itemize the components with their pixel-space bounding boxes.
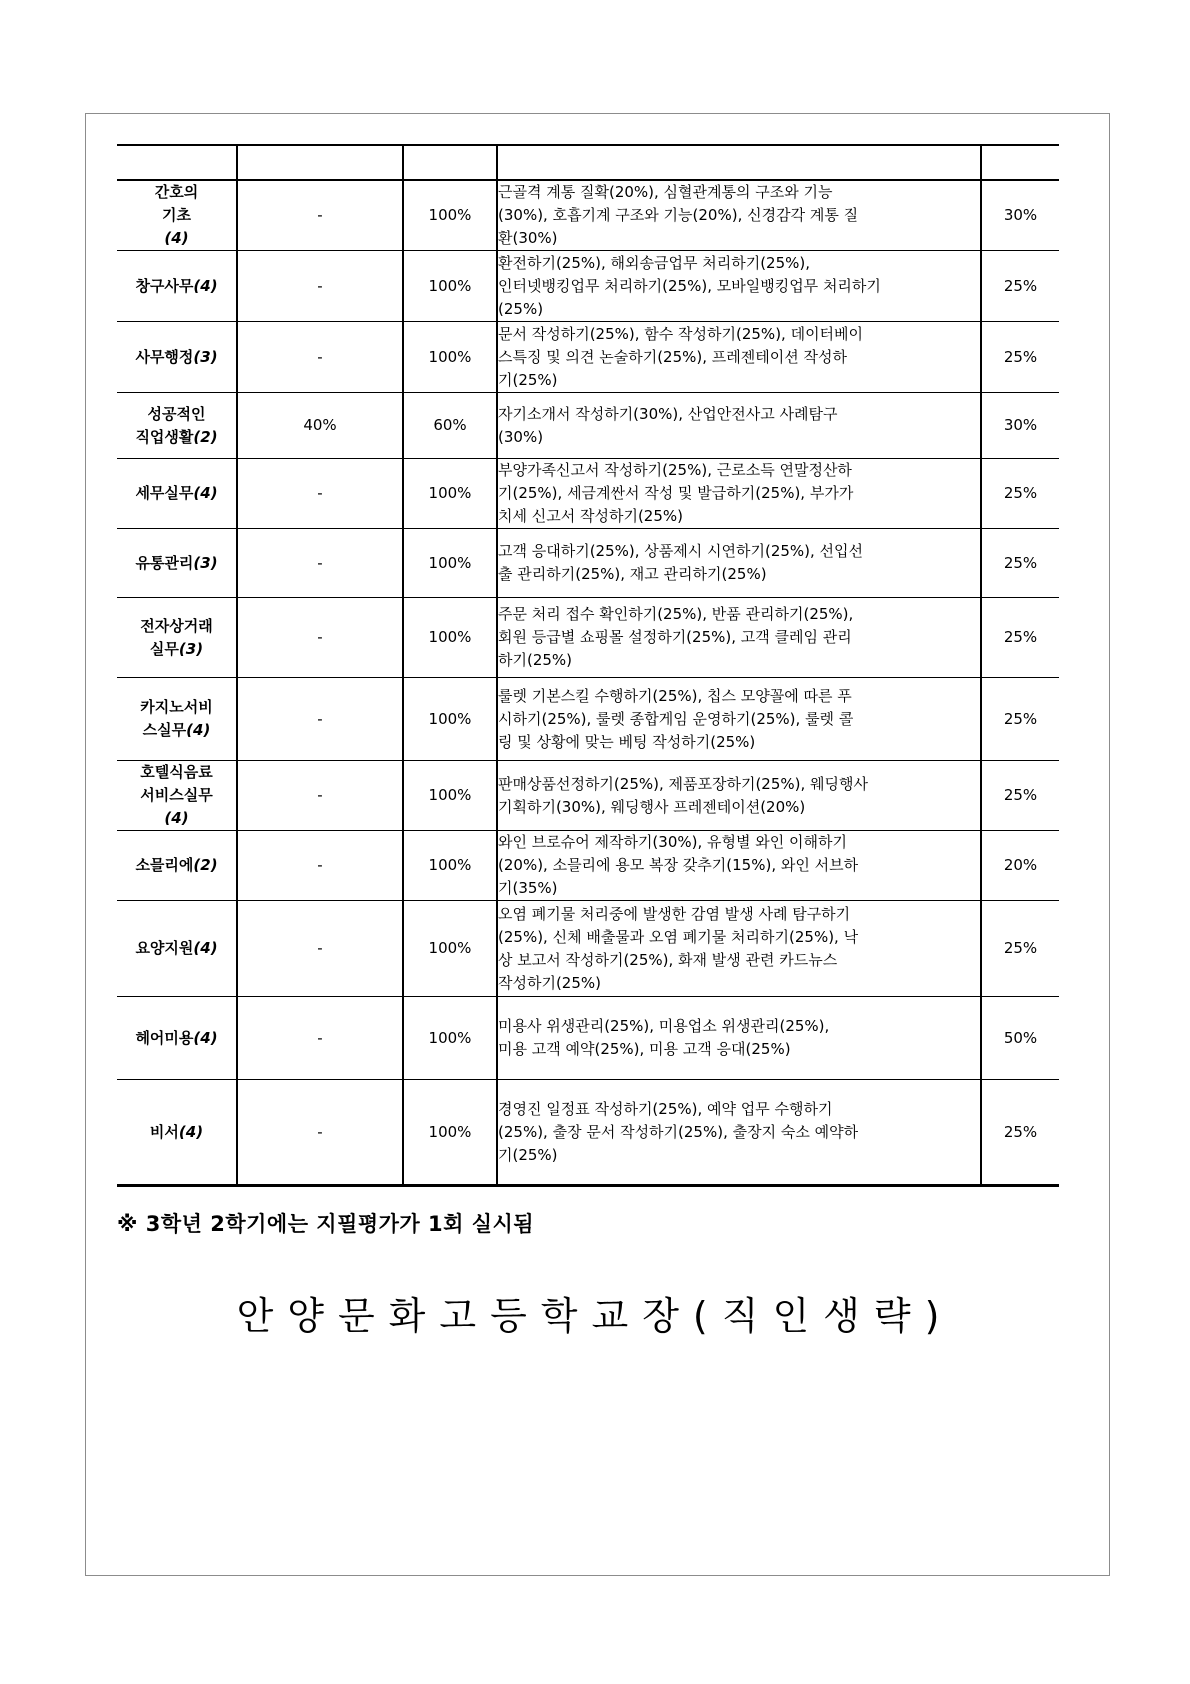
subject-credit: (4) bbox=[178, 1122, 204, 1141]
exam-note: ※ 3학년 2학기에는 지필평가가 1회 실시됨 bbox=[117, 1212, 535, 1236]
ratio-cell-b: 100% bbox=[403, 459, 497, 529]
description-line: (30%), 호흡기계 구조와 기능(20%), 신경감각 계통 질 bbox=[498, 206, 859, 224]
description-cell bbox=[497, 678, 981, 761]
description-cell bbox=[497, 831, 981, 901]
description-line: (25%), 신체 배출물과 오염 폐기물 처리하기(25%), 낙 bbox=[498, 927, 859, 946]
table-row bbox=[117, 997, 1059, 1080]
ratio-cell-a: - bbox=[237, 1080, 403, 1186]
subject-name: 카지노서비 스실무 bbox=[140, 698, 213, 739]
description-cell bbox=[497, 322, 981, 393]
description-line: 문서 작성하기(25%), 함수 작성하기(25%), 데이터베이 bbox=[498, 324, 864, 343]
description-line: 환(30%) bbox=[498, 229, 558, 247]
weight-cell: 25% bbox=[981, 251, 1059, 322]
description-cell bbox=[497, 393, 981, 459]
subject-credit: (4) bbox=[193, 484, 218, 502]
subject-credit: (4) bbox=[164, 229, 189, 247]
description-line: 부양가족신고서 작성하기(25%), 근로소득 연말정산하 bbox=[498, 461, 852, 479]
description-line: 경영진 일정표 작성하기(25%), 예약 업무 수행하기 bbox=[498, 1099, 833, 1118]
description-line: 오염 폐기물 처리중에 발생한 감염 발생 사례 탐구하기 bbox=[498, 904, 851, 923]
ratio-cell-b: 60% bbox=[403, 393, 497, 459]
table-row bbox=[117, 1080, 1059, 1186]
subject-cell bbox=[117, 322, 237, 393]
description-line: 환전하기(25%), 해외송금업무 처리하기(25%), bbox=[498, 253, 811, 272]
description-line: 와인 브로슈어 제작하기(30%), 유형별 와인 이해하기 bbox=[498, 833, 847, 851]
table-row bbox=[117, 180, 1059, 251]
description-cell bbox=[497, 901, 981, 997]
subject-name: 유통관리 bbox=[135, 553, 194, 572]
subject-cell bbox=[117, 598, 237, 678]
subject-credit: (3) bbox=[193, 553, 218, 572]
subject-name: 요양지원 bbox=[135, 939, 194, 957]
weight-cell: 50% bbox=[981, 997, 1059, 1080]
weight-cell: 20% bbox=[981, 831, 1059, 901]
ratio-cell-a: - bbox=[237, 901, 403, 997]
subject-credit: (4) bbox=[193, 1028, 218, 1047]
weight-cell: 30% bbox=[981, 180, 1059, 251]
description-line: 회원 등급별 쇼핑몰 설정하기(25%), 고객 클레임 관리 bbox=[498, 628, 852, 646]
subject-name: 헤어미용 bbox=[135, 1028, 194, 1047]
description-line: 시하기(25%), 룰렛 종합게임 운영하기(25%), 룰렛 콜 bbox=[498, 709, 854, 728]
description-line: (25%) bbox=[498, 299, 544, 318]
description-line: 인터넷뱅킹업무 처리하기(25%), 모바일뱅킹업무 처리하기 bbox=[498, 276, 881, 295]
description-line: 판매상품선정하기(25%), 제품포장하기(25%), 웨딩행사 bbox=[498, 774, 868, 793]
subject-cell bbox=[117, 180, 237, 251]
description-line: 고객 응대하기(25%), 상품제시 시연하기(25%), 선입선 bbox=[498, 542, 864, 560]
subject-name: 비서 bbox=[149, 1122, 179, 1141]
weight-cell: 25% bbox=[981, 678, 1059, 761]
description-line: 미용사 위생관리(25%), 미용업소 위생관리(25%), bbox=[498, 1017, 830, 1035]
header-cell bbox=[117, 145, 237, 180]
header-cell bbox=[403, 145, 497, 180]
description-line: 근골격 계통 질확(20%), 심혈관계통의 구조와 기능 bbox=[498, 183, 833, 201]
description-line: 기획하기(30%), 웨딩행사 프레젠테이션(20%) bbox=[498, 797, 806, 816]
description-line: 기(25%) bbox=[498, 1145, 558, 1164]
ratio-cell-a: - bbox=[237, 322, 403, 393]
subject-name: 성공적인 직업생활 bbox=[135, 404, 206, 446]
subject-credit: (2) bbox=[193, 856, 218, 874]
description-cell bbox=[497, 459, 981, 529]
description-cell bbox=[497, 997, 981, 1080]
weight-cell: 25% bbox=[981, 322, 1059, 393]
header-cell bbox=[981, 145, 1059, 180]
description-line: 출 관리하기(25%), 재고 관리하기(25%) bbox=[498, 565, 767, 583]
ratio-cell-b: 100% bbox=[403, 180, 497, 251]
ratio-cell-b: 100% bbox=[403, 529, 497, 598]
weight-cell: 25% bbox=[981, 761, 1059, 831]
description-cell bbox=[497, 1080, 981, 1186]
ratio-cell-b: 100% bbox=[403, 761, 497, 831]
subject-cell bbox=[117, 459, 237, 529]
subject-cell bbox=[117, 761, 237, 831]
ratio-cell-a: - bbox=[237, 529, 403, 598]
weight-cell: 25% bbox=[981, 459, 1059, 529]
table-row bbox=[117, 529, 1059, 598]
header-cell bbox=[497, 145, 981, 180]
ratio-cell-b: 100% bbox=[403, 678, 497, 761]
subject-cell bbox=[117, 997, 237, 1080]
ratio-cell-a: 40% bbox=[237, 393, 403, 459]
description-line: 치세 신고서 작성하기(25%) bbox=[498, 507, 683, 525]
subject-cell bbox=[117, 393, 237, 459]
table-row bbox=[117, 831, 1059, 901]
description-line: 하기(25%) bbox=[498, 651, 573, 669]
ratio-cell-b: 100% bbox=[403, 901, 497, 997]
description-line: (20%), 소믈리에 용모 복장 갖추기(15%), 와인 서브하 bbox=[498, 856, 859, 874]
description-cell bbox=[497, 761, 981, 831]
weight-cell: 25% bbox=[981, 598, 1059, 678]
description-line: 스특징 및 의견 논술하기(25%), 프레젠테이션 작성하 bbox=[498, 347, 847, 366]
description-cell bbox=[497, 251, 981, 322]
ratio-cell-a: - bbox=[237, 598, 403, 678]
table-row bbox=[117, 251, 1059, 322]
subject-credit: (4) bbox=[193, 939, 218, 957]
table-header-row bbox=[117, 145, 1059, 180]
description-line: (30%) bbox=[498, 427, 544, 446]
subject-name: 사무행정 bbox=[135, 347, 194, 366]
ratio-cell-b: 100% bbox=[403, 831, 497, 901]
description-line: 룰렛 기본스킬 수행하기(25%), 칩스 모양꼴에 따른 푸 bbox=[498, 686, 852, 705]
ratio-cell-a: - bbox=[237, 251, 403, 322]
description-line: 기(25%), 세금계싼서 작성 및 발급하기(25%), 부가가 bbox=[498, 484, 854, 502]
ratio-cell-a: - bbox=[237, 761, 403, 831]
subject-credit: (4) bbox=[193, 276, 218, 295]
subject-cell bbox=[117, 529, 237, 598]
description-line: 작성하기(25%) bbox=[498, 973, 602, 992]
subject-credit: (4) bbox=[186, 721, 211, 739]
description-line: 주문 처리 접수 확인하기(25%), 반품 관리하기(25%), bbox=[498, 605, 854, 623]
description-line: 미용 고객 예약(25%), 미용 고객 응대(25%) bbox=[498, 1040, 791, 1058]
ratio-cell-a: - bbox=[237, 180, 403, 251]
ratio-cell-a: - bbox=[237, 678, 403, 761]
table-row bbox=[117, 678, 1059, 761]
ratio-cell-b: 100% bbox=[403, 1080, 497, 1186]
subject-name: 세무실무 bbox=[135, 484, 194, 502]
subject-cell bbox=[117, 831, 237, 901]
table-row bbox=[117, 761, 1059, 831]
ratio-cell-a: - bbox=[237, 459, 403, 529]
weight-cell: 25% bbox=[981, 529, 1059, 598]
description-cell bbox=[497, 598, 981, 678]
table-row bbox=[117, 901, 1059, 997]
subject-name: 창구사무 bbox=[135, 276, 194, 295]
description-cell bbox=[497, 180, 981, 251]
table-row bbox=[117, 459, 1059, 529]
description-cell bbox=[497, 529, 981, 598]
description-line: (25%), 출장 문서 작성하기(25%), 출장지 숙소 예약하 bbox=[498, 1122, 859, 1141]
subject-credit: (4) bbox=[164, 809, 189, 827]
ratio-cell-a: - bbox=[237, 831, 403, 901]
ratio-cell-b: 100% bbox=[403, 251, 497, 322]
table-row bbox=[117, 393, 1059, 459]
ratio-cell-a: - bbox=[237, 997, 403, 1080]
description-line: 상 보고서 작성하기(25%), 화재 발생 관련 카드뉴스 bbox=[498, 950, 838, 969]
description-line: 링 및 상황에 맞는 베팅 작성하기(25%) bbox=[498, 732, 756, 751]
subject-credit: (3) bbox=[178, 639, 204, 658]
description-line: 기(35%) bbox=[498, 879, 558, 897]
subject-credit: (3) bbox=[193, 347, 218, 366]
subject-name: 전자상거래 실무 bbox=[140, 616, 213, 658]
subject-name: 소믈리에 bbox=[135, 856, 194, 874]
subject-cell bbox=[117, 678, 237, 761]
ratio-cell-b: 100% bbox=[403, 598, 497, 678]
description-line: 자기소개서 작성하기(30%), 산업안전사고 사례탐구 bbox=[498, 404, 838, 423]
subject-credit: (2) bbox=[193, 427, 218, 446]
subject-cell bbox=[117, 251, 237, 322]
table-row bbox=[117, 598, 1059, 678]
school-signature: 안양문화고등학교장(직인생략) bbox=[236, 1294, 954, 1338]
header-cell bbox=[237, 145, 403, 180]
weight-cell: 30% bbox=[981, 393, 1059, 459]
ratio-cell-b: 100% bbox=[403, 322, 497, 393]
table-row bbox=[117, 322, 1059, 393]
subject-name: 간호의 기초 bbox=[154, 183, 199, 224]
ratio-cell-b: 100% bbox=[403, 997, 497, 1080]
assessment-table bbox=[117, 144, 1059, 1187]
subject-cell bbox=[117, 1080, 237, 1186]
subject-cell bbox=[117, 901, 237, 997]
subject-name: 호텔식음료 서비스실무 bbox=[140, 763, 213, 804]
weight-cell: 25% bbox=[981, 1080, 1059, 1186]
description-line: 기(25%) bbox=[498, 370, 558, 389]
weight-cell: 25% bbox=[981, 901, 1059, 997]
